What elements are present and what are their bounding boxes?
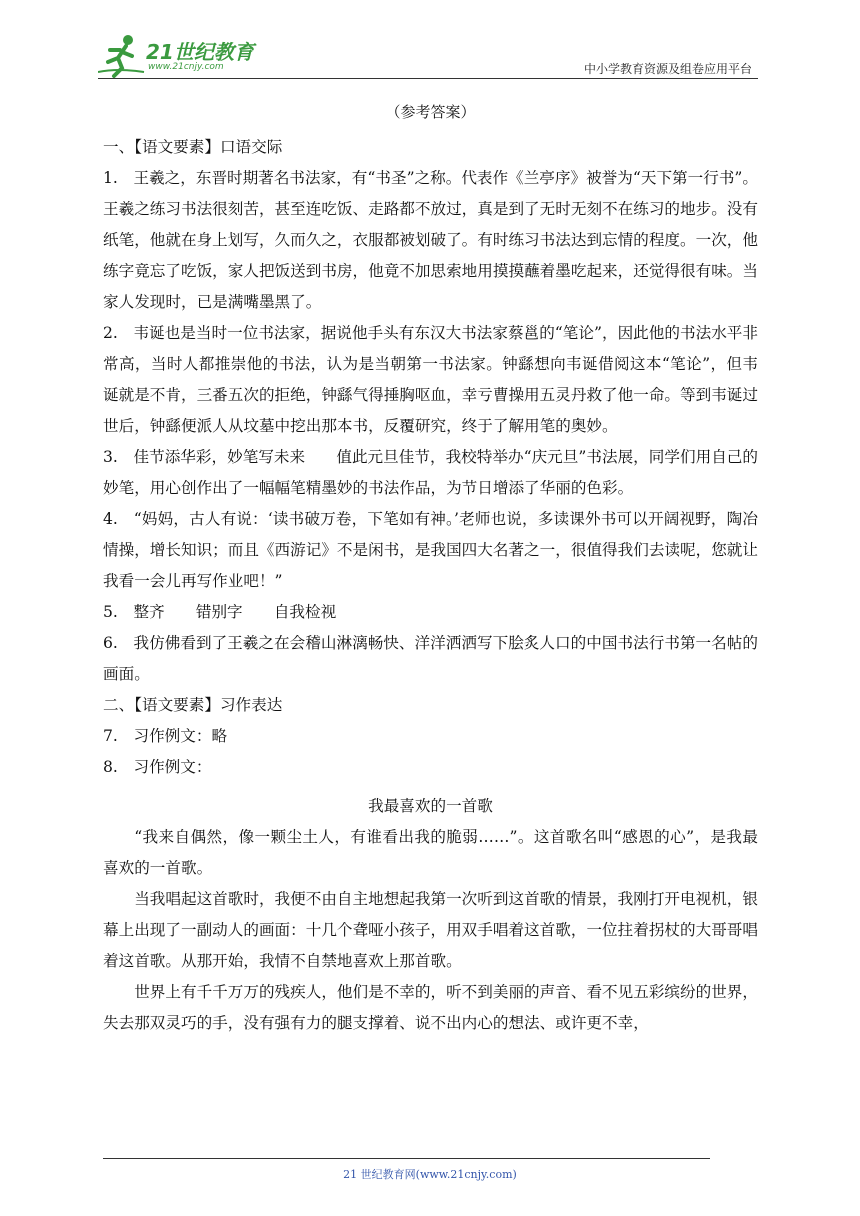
section-heading-2: 二、【语文要素】习作表达	[103, 696, 283, 714]
section-heading-1: 一、【语文要素】口语交际	[103, 138, 283, 156]
answer-8: 8. 习作例文：	[103, 758, 212, 776]
answer-5: 5. 整齐 错别字 自我检视	[103, 603, 337, 621]
essay-paragraph: 当我唱起这首歌时，我便不由自主地想起我第一次听到这首歌的情景，我刚打开电视机，银幕上出现了一副动人的画面：十几个聋哑小孩子，用双手唱着这首歌，一位拄着拐杖的大哥哥唱着这首歌。从那开始，我情不自禁地喜欢上那首歌。	[103, 890, 758, 970]
answer-3: 3. 佳节添华彩，妙笔写未来 值此元旦佳节，我校特举办“庆元旦”书法展，同学们用自己的妙笔，用心创作出了一幅幅笔精墨妙的书法作品，为节日增添了华丽的色彩。	[103, 448, 758, 497]
answer-7: 7. 习作例文：略	[103, 727, 228, 745]
site-logo	[98, 32, 268, 80]
logo-text: 21世纪教育	[146, 40, 254, 64]
essay-paragraph: 世界上有千千万万的残疾人，他们是不幸的，听不到美丽的声音、看不见五彩缤纷的世界，失去那双灵巧的手，没有强有力的腿支撑着、说不出内心的想法、或许更不幸，	[103, 983, 758, 1032]
answer-1: 1. 王羲之，东晋时期著名书法家，有“书圣”之称。代表作《兰亭序》被誉为“天下第一行书”。王羲之练习书法很刻苦，甚至连吃饭、走路都不放过，真是到了无时无刻不在练习的地步。没有纸笔，他就在身上划写，久而久之，衣服都被划破了。有时练习书法达到忘情的程度。一次，他练字竟忘了吃饭，家人把饭送到书房，他竟不加思索地用摸摸蘸着墨吃起来，还觉得很有味。当家人发现时，已是满嘴墨黑了。	[103, 169, 758, 311]
document-body	[103, 98, 758, 1039]
page-header	[0, 0, 860, 90]
runner-icon	[98, 32, 148, 78]
answer-2: 2. 韦诞也是当时一位书法家，据说他手头有东汉大书法家蔡邕的“笔论”，因此他的书法水平非常高，当时人都推崇他的书法，认为是当朝第一书法家。钟繇想向韦诞借阅这本“笔论”，但韦诞就是不肯，三番五次的拒绝，钟繇气得捶胸呕血，幸亏曹操用五灵丹救了他一命。等到韦诞过世后，钟繇便派人从坟墓中挖出那本书，反覆研究，终于了解用笔的奥妙。	[103, 324, 758, 435]
answer-6: 6. 我仿佛看到了王羲之在会稽山淋漓畅快、洋洋洒洒写下脍炙人口的中国书法行书第一名帖的画面。	[103, 634, 758, 683]
doc-title: （参考答案）	[385, 103, 476, 121]
header-divider	[98, 78, 758, 79]
essay-paragraph: “我来自偶然，像一颗尘土人，有谁看出我的脆弱……”。这首歌名叫“感恩的心”，是我最喜欢的一首歌。	[103, 828, 758, 877]
footer-divider	[103, 1158, 710, 1159]
logo-url: www.21cnjy.com	[148, 62, 224, 72]
answer-4: 4. “妈妈，古人有说：‘读书破万卷，下笔如有神。’老师也说，多读课外书可以开阔视野，陶冶情操，增长知识；而且《西游记》不是闲书，是我国四大名著之一，很值得我们去读呢，您就让我看一会儿再写作业吧！”	[103, 510, 758, 590]
page-footer[interactable]: 21 世纪教育网(www.21cnjy.com)	[343, 1168, 517, 1181]
essay-title: 我最喜欢的一首歌	[368, 797, 493, 815]
platform-name: 中小学教育资源及组卷应用平台	[583, 62, 752, 76]
